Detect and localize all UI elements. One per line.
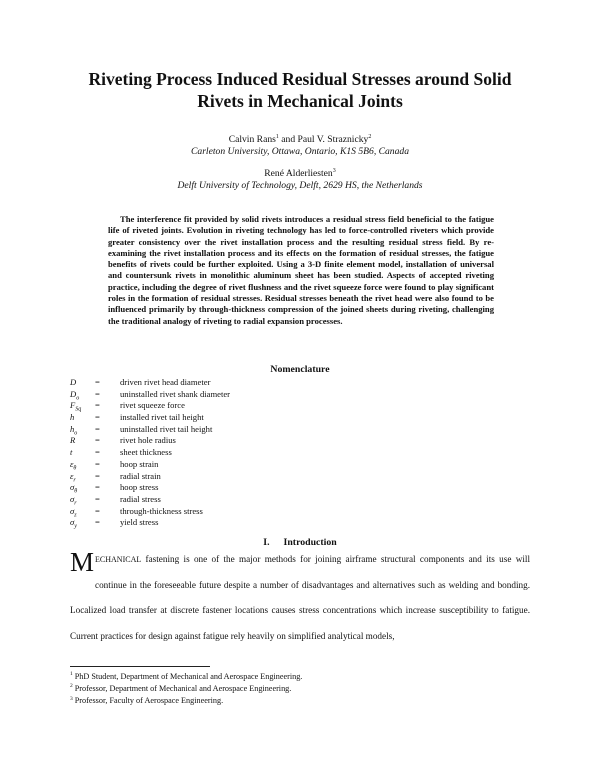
equals-sign: =	[95, 482, 100, 493]
title-line: Rivets in Mechanical Joints	[197, 91, 403, 111]
nomenclature-entry	[70, 482, 370, 494]
equals-sign: =	[95, 505, 100, 516]
nomenclature-definition: uninstalled rivet tail height	[120, 423, 213, 434]
equals-sign: =	[95, 400, 100, 411]
footnote-number: 3	[70, 695, 73, 702]
nomenclature-definition: radial strain	[120, 470, 161, 481]
nomenclature-symbol	[70, 471, 76, 483]
author-name: René Alderliesten	[264, 168, 333, 179]
nomenclature-entry	[70, 412, 370, 424]
author-names	[60, 134, 540, 146]
author-footnote-mark: 3	[332, 167, 336, 174]
symbol-base: D	[70, 388, 77, 399]
equals-sign: =	[95, 412, 100, 423]
equals-sign: =	[95, 435, 100, 446]
symbol-base: h	[70, 412, 75, 423]
equals-sign: =	[95, 517, 100, 528]
nomenclature-definition: rivet hole radius	[120, 435, 176, 446]
nomenclature-definition: driven rivet head diameter	[120, 377, 211, 387]
symbol-base: F	[70, 400, 76, 411]
symbol-base: D	[70, 377, 77, 387]
equals-sign: =	[95, 423, 100, 434]
symbol-subscript: o	[76, 395, 80, 402]
nomenclature-entry	[70, 447, 370, 459]
equals-sign: =	[95, 458, 100, 469]
nomenclature-symbol	[70, 377, 76, 389]
symbol-subscript: y	[74, 523, 77, 530]
author-name: Calvin Rans	[228, 134, 276, 145]
footnote	[70, 671, 302, 683]
symbol-subscript: θ	[74, 488, 78, 495]
author-name: Paul V. Straznicky	[297, 134, 369, 145]
nomenclature-symbol	[70, 424, 77, 436]
drop-cap: M	[70, 547, 95, 577]
equals-sign: =	[95, 388, 100, 399]
author-conjunction: and	[278, 134, 298, 145]
nomenclature-entry	[70, 494, 370, 506]
footnotes	[70, 671, 302, 708]
section-number: I.	[263, 537, 270, 548]
nomenclature-symbol	[70, 400, 81, 412]
nomenclature-definition: sheet thickness	[120, 447, 172, 458]
nomenclature-definition: rivet squeeze force	[120, 400, 185, 411]
nomenclature-entry	[70, 517, 370, 529]
nomenclature-entry	[70, 377, 370, 389]
paper-title	[80, 68, 520, 112]
nomenclature-definition: through-thickness stress	[120, 505, 203, 516]
author-footnote-mark: 2	[368, 133, 372, 140]
footnote-number: 2	[70, 683, 73, 690]
author-names	[60, 168, 540, 180]
section-title: Introduction	[283, 537, 337, 548]
symbol-subscript: θ	[73, 465, 77, 472]
nomenclature-definition: hoop stress	[120, 482, 159, 493]
symbol-base: h	[70, 423, 75, 434]
nomenclature-definition: hoop strain	[120, 458, 159, 469]
nomenclature-list	[70, 377, 370, 529]
nomenclature-symbol	[70, 517, 77, 529]
footnote	[70, 695, 302, 707]
nomenclature-definition: uninstalled rivet shank diameter	[120, 388, 231, 399]
nomenclature-entry	[70, 471, 370, 483]
symbol-subscript: Sq	[75, 407, 82, 414]
nomenclature-symbol	[70, 435, 75, 447]
intro-text: fastening is one of the major methods for joining airframe structural components and its use will continue in the foreseeable future despite a number of disadvantages and alternatives such as welding and bonding. Localized load transfer at discrete fastener locations causes stress concentrations which increase susceptibility to fatigue. Current practices for design against fatigue rely heavily on simplified analytical models,	[70, 554, 530, 641]
symbol-subscript: o	[74, 430, 78, 437]
author-affiliation: Carleton University, Ottawa, Ontario, K1S 5B6, Canada	[191, 146, 409, 157]
footnote-number: 1	[70, 671, 73, 678]
nomenclature-symbol	[70, 412, 74, 424]
symbol-base: R	[70, 435, 76, 446]
author-block	[60, 134, 540, 158]
equals-sign: =	[95, 447, 100, 458]
footnote	[70, 683, 302, 695]
symbol-subscript: z	[74, 512, 77, 519]
symbol-base: σ	[70, 505, 75, 516]
nomenclature-heading: Nomenclature	[270, 364, 330, 375]
footnote-text: PhD Student, Department of Mechanical and Aerospace Engineering.	[74, 672, 303, 681]
footnote-text: Professor, Faculty of Aerospace Engineering.	[74, 696, 224, 706]
symbol-base: ε	[70, 470, 74, 481]
nomenclature-definition: yield stress	[120, 517, 159, 528]
author-affiliation: Delft University of Technology, Delft, 2629 HS, the Netherlands	[177, 180, 423, 191]
nomenclature-symbol	[70, 482, 77, 494]
nomenclature-entry	[70, 459, 370, 471]
nomenclature-definition: radial stress	[120, 493, 161, 504]
nomenclature-symbol	[70, 389, 79, 401]
nomenclature-definition: installed rivet tail height	[120, 412, 204, 423]
equals-sign: =	[95, 493, 100, 504]
symbol-base: ε	[70, 458, 74, 469]
symbol-base: σ	[70, 493, 75, 504]
nomenclature-symbol	[70, 459, 76, 471]
abstract: The interference fit provided by solid rivets introduces a residual stress field beneficial to the fatigue life of riveted joints. Evolution in riveting technology has led to force-controlled riveters which provide greater consistency over the rivet installation process and the resulting residual stress field. By re-examining the rivet installation process and its effects on the formation of residual stresses, the fatigue benefits of rivets could be further exploited. Using a 3-D finite element model, installation of universal and countersunk rivets in monolithic aluminum sheet has been studied. Aspects of accepted riveting practice, including the degree of rivet flushness and the rivet squeeze force were found to play significant roles in the formation of residual stresses. Residual stresses beneath the rivet head were also found to be influenced primarily by through-thickness compression of the joined sheets during riveting, challenging the traditional analogy of riveting to radial expansion processes.	[108, 214, 494, 326]
nomenclature-entry	[70, 424, 370, 436]
symbol-base: σ	[70, 482, 75, 493]
nomenclature-entry	[70, 400, 370, 412]
symbol-subscript: r	[74, 500, 77, 507]
footnote-text: Professor, Department of Mechanical and Aerospace Engineering.	[74, 684, 292, 694]
equals-sign: =	[95, 377, 100, 387]
symbol-base: t	[70, 447, 73, 458]
footnote-rule	[70, 666, 210, 667]
nomenclature-symbol	[70, 506, 77, 518]
symbol-subscript: r	[73, 477, 76, 484]
nomenclature-symbol	[70, 494, 77, 506]
author-footnote-mark: 1	[275, 133, 279, 140]
author-block	[60, 168, 540, 192]
title-line: Riveting Process Induced Residual Stresses around Solid	[88, 69, 512, 89]
nomenclature-entry	[70, 389, 370, 401]
first-word-rest: ECHANICAL	[95, 555, 142, 564]
nomenclature-entry	[70, 435, 370, 447]
nomenclature-entry	[70, 506, 370, 518]
intro-paragraph	[70, 547, 530, 649]
symbol-base: σ	[70, 517, 75, 528]
equals-sign: =	[95, 470, 100, 481]
nomenclature-symbol	[70, 447, 72, 459]
